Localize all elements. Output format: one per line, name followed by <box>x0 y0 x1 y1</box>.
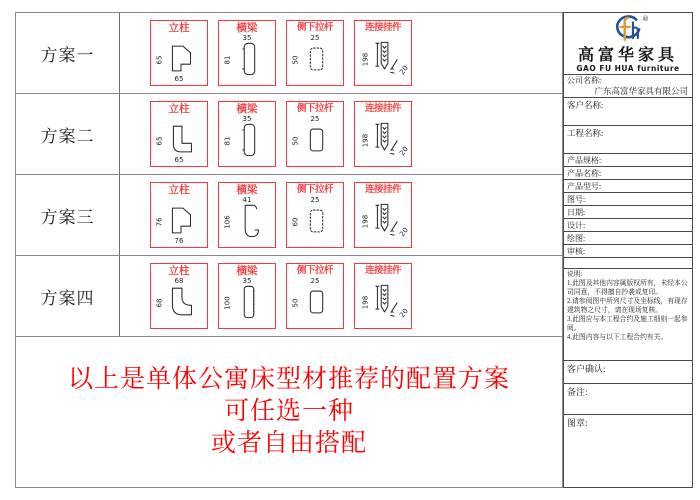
rod-plain-drawing <box>302 283 333 326</box>
dimension-width: 68 <box>174 277 184 285</box>
project-name-label: 工程名称: <box>567 128 604 138</box>
profile-drawing-area <box>151 197 207 247</box>
plan-row-2 <box>16 94 562 175</box>
remark-field <box>564 384 692 415</box>
profile-drawing-area <box>219 35 275 85</box>
profile-card <box>218 182 276 248</box>
design-field <box>564 219 692 232</box>
profile-card <box>286 263 344 329</box>
brand-subtitle: GAO FU HUA furniture <box>576 64 680 73</box>
profile-card-title: 立柱 <box>168 266 190 277</box>
profile-card-title: 连接挂件 <box>364 104 401 114</box>
dimension-height: 60 <box>291 217 300 227</box>
dimension-height: 81 <box>223 136 232 146</box>
review-label: 审核: <box>567 246 586 256</box>
customer-name-label: 客户名称: <box>567 100 604 110</box>
profile-card <box>218 101 276 167</box>
dimension-height: 198 <box>361 295 370 310</box>
brand-name: 高富华家具 <box>577 47 678 64</box>
profile-card-title: 侧下拉杆 <box>296 104 333 114</box>
footer-line-3: 或者自由搭配 <box>210 430 367 457</box>
profile-card <box>218 20 276 86</box>
profile-cards <box>120 13 562 93</box>
plan-row-1 <box>16 13 562 94</box>
dimension-width: 20 <box>398 145 411 158</box>
profile-cards <box>120 256 562 336</box>
dimension-height: 50 <box>291 136 300 146</box>
dimension-height: 198 <box>361 52 370 67</box>
dimension-height: 65 <box>155 136 164 146</box>
brand-section <box>564 13 692 75</box>
plan-label: 方案二 <box>16 94 120 174</box>
empty-row <box>564 258 692 269</box>
plan-label: 方案四 <box>16 256 120 336</box>
dimension-width: 35 <box>242 277 252 285</box>
profile-cards <box>120 94 562 174</box>
profile-card <box>150 263 208 329</box>
profile-drawing-area <box>287 35 343 85</box>
profile-drawing-area <box>219 116 275 166</box>
profile-drawing-area <box>355 278 411 328</box>
profile-card <box>286 101 344 167</box>
beam-round-drawing <box>234 121 265 164</box>
profile-drawing-area <box>151 116 207 166</box>
company-name-field <box>564 75 692 98</box>
customer-confirm-field <box>564 361 692 384</box>
post-curve-drawing <box>166 283 197 326</box>
dimension-width: 25 <box>310 196 320 204</box>
dimension-width: 20 <box>398 226 411 239</box>
drawing-number-label: 图号: <box>567 194 586 204</box>
profile-card <box>286 182 344 248</box>
dimension-height: 198 <box>361 133 370 148</box>
beam-flat-drawing <box>234 283 265 326</box>
hanger-drawing <box>370 283 401 326</box>
product-model-field <box>564 180 692 193</box>
profile-card <box>354 101 412 167</box>
title-block <box>563 12 693 488</box>
notes-title: 说明: <box>567 271 583 278</box>
draft-field <box>564 232 692 245</box>
company-name-label: 公司名称: <box>567 76 602 85</box>
profile-card <box>354 20 412 86</box>
profile-drawing-area <box>151 278 207 328</box>
profile-drawing-area <box>355 116 411 166</box>
profile-card-title: 立柱 <box>168 104 190 115</box>
rod-wavy-drawing <box>302 202 333 245</box>
product-spec-field <box>564 154 692 167</box>
profile-card-title: 横梁 <box>236 104 258 115</box>
profile-card-title: 连接挂件 <box>364 185 401 195</box>
profile-drawing-area <box>219 278 275 328</box>
dimension-width: 76 <box>174 237 184 245</box>
footer-line-1: 以上是单体公寓床型材推荐的配置方案 <box>67 366 510 393</box>
note-item: 1.此图及其他内容属版权所有，未经本公司同意，不得擅自抄袭或复印。 <box>567 280 688 296</box>
profile-drawing-area <box>287 197 343 247</box>
dimension-height: 106 <box>223 215 232 229</box>
dimension-width: 25 <box>310 277 320 285</box>
plan-row-3 <box>16 175 562 256</box>
rod-plain-drawing <box>302 121 333 164</box>
profile-card <box>354 182 412 248</box>
review-field <box>564 245 692 258</box>
plans-table <box>15 12 563 488</box>
dimension-width: 65 <box>174 75 184 83</box>
dimension-height: 50 <box>291 298 300 308</box>
stamp-field <box>564 415 692 487</box>
footer-line-2: 可任选一种 <box>223 398 354 425</box>
drawing-number-field <box>564 193 692 206</box>
project-name-field <box>564 126 692 154</box>
profile-card-title: 立柱 <box>168 23 190 34</box>
date-field <box>564 206 692 219</box>
profile-drawing-area <box>355 197 411 247</box>
profile-card <box>286 20 344 86</box>
notes-section <box>564 269 692 361</box>
dimension-height: 76 <box>155 217 164 227</box>
profile-drawing-area <box>287 278 343 328</box>
profile-card-title: 侧下拉杆 <box>296 185 333 195</box>
stamp-label: 图章: <box>567 418 588 428</box>
dimension-height: 81 <box>223 55 232 65</box>
profile-card-title: 连接挂件 <box>364 23 401 33</box>
profile-card <box>218 263 276 329</box>
profile-drawing-area <box>219 197 275 247</box>
dimension-height: 198 <box>361 214 370 229</box>
plan-row-4 <box>16 256 562 337</box>
dimension-width: 20 <box>398 307 411 320</box>
dimension-width: 35 <box>242 115 252 123</box>
profile-card-title: 横梁 <box>236 185 258 196</box>
dimension-width: 25 <box>310 115 320 123</box>
profile-card-title: 侧下拉杆 <box>296 266 333 276</box>
profile-drawing-area <box>151 35 207 85</box>
rod-wavy-drawing <box>302 40 333 83</box>
product-model-label: 产品型号: <box>567 181 602 191</box>
recommendation-note <box>16 337 562 487</box>
beam-round-drawing <box>234 40 265 83</box>
profile-card-title: 侧下拉杆 <box>296 23 333 33</box>
profile-card-title: 立柱 <box>168 185 190 196</box>
date-label: 日期: <box>567 207 586 217</box>
dimension-width: 25 <box>310 34 320 42</box>
brand-logo-icon <box>611 15 645 43</box>
product-name-label: 产品名称: <box>567 168 602 178</box>
dimension-width: 65 <box>174 156 184 164</box>
dimension-height: 65 <box>155 55 164 65</box>
profile-card-title: 横梁 <box>236 23 258 34</box>
hanger-drawing <box>370 121 401 164</box>
profile-drawing-area <box>355 35 411 85</box>
dimension-height: 100 <box>223 296 232 310</box>
note-item: 2.请参阅图中所列尺寸及坐标线，有现存建筑物之尺寸，请在现场复核。 <box>567 298 688 314</box>
dimension-width: 35 <box>242 34 252 42</box>
hanger-drawing <box>370 202 401 245</box>
dimension-height: 68 <box>155 298 164 308</box>
dimension-width: 41 <box>242 196 252 204</box>
dimension-width: 20 <box>398 64 411 77</box>
registered-trademark-icon: ® <box>642 15 649 23</box>
beam-hook-drawing <box>234 202 265 245</box>
remark-label: 备注: <box>567 387 588 397</box>
plan-label: 方案一 <box>16 13 120 93</box>
hanger-drawing <box>370 40 401 83</box>
product-spec-label: 产品规格: <box>567 155 602 165</box>
note-item: 4.此图内容与以下工程合约有关。 <box>567 334 668 341</box>
profile-card-title: 横梁 <box>236 266 258 277</box>
customer-name-field <box>564 98 692 126</box>
profile-card <box>150 182 208 248</box>
company-name-value: 广东高富华家具有限公司 <box>594 86 688 96</box>
draft-label: 绘图: <box>567 233 586 243</box>
product-name-field <box>564 167 692 180</box>
profile-card-title: 连接挂件 <box>364 266 401 276</box>
customer-confirm-label: 客户确认: <box>567 364 606 374</box>
profile-card <box>354 263 412 329</box>
note-item: 3.此图应与本工程合约及施工细则一起参阅。 <box>567 316 688 332</box>
dimension-height: 50 <box>291 55 300 65</box>
profile-cards <box>120 175 562 255</box>
profile-card <box>150 101 208 167</box>
profile-card <box>150 20 208 86</box>
plan-rows <box>16 13 562 337</box>
plan-label: 方案三 <box>16 175 120 255</box>
design-label: 设计: <box>567 220 586 230</box>
profile-drawing-area <box>287 116 343 166</box>
